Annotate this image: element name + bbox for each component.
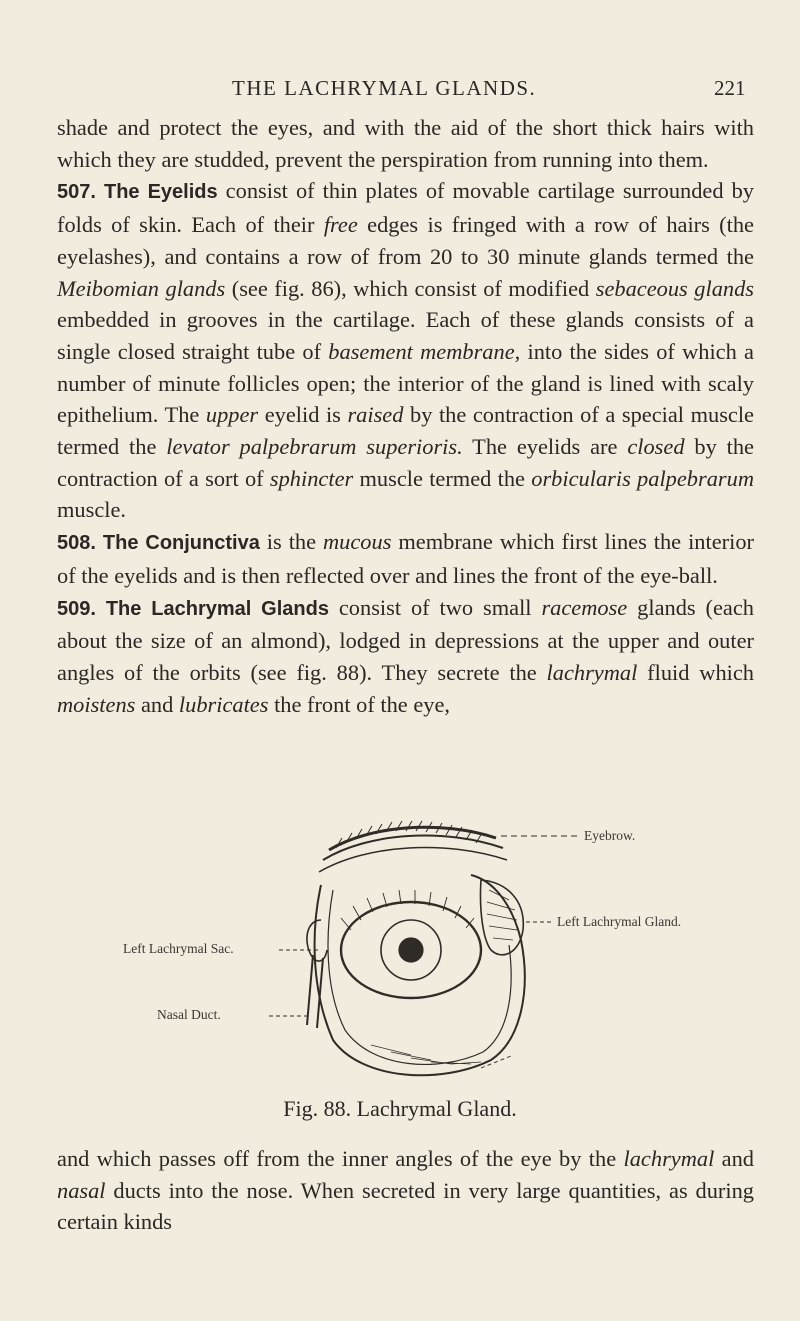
text-run: ducts into the nose. When secreted in very large quantities, as during certain kinds [57,1177,754,1235]
italic-run: levator palpebrarum superioris. [166,434,463,460]
section-number: 508. [57,532,96,555]
text-run: by the contraction of a special muscle termed the [57,402,754,460]
text-run: muscle. [57,497,127,523]
text-run: membrane which first lines the interior of the eyelids and is then reflected over and lines the front of the eye-ball. [57,529,754,588]
italic-run: nasal [57,1177,106,1203]
italic-run: closed [627,434,685,460]
text-run: glands (each about the size of an almond), lodged in depressions at the upper and outer angles of the orbits (see fig. 88). They secrete the [57,594,754,685]
italic-run: lachrymal [623,1146,715,1171]
text-run: edges is fringed with a row of hairs (the eyelashes), and contains a row of from 20 to 30 minute glands termed the [57,212,754,269]
text-run: (see fig. 86), which consist of modified [225,275,596,301]
text-run: consist of thin plates of movable cartilage surrounded by folds of skin. Each of their [57,178,754,238]
label-nasal-duct: Nasal Duct. [157,1007,221,1022]
page-number: 221 [714,76,746,100]
text-run: and [135,691,179,717]
text-run: is the [259,529,323,555]
text-run: by the contraction of a sort of [57,434,754,491]
paragraph-509 [57,592,754,721]
paragraph-508 [57,526,754,591]
figure-caption: Fig. 88. Lachrymal Gland. [283,1096,517,1121]
italic-run: moistens [57,691,136,717]
section-heading: The Lachrymal Glands [105,597,329,620]
text-run: fluid which [637,659,754,685]
running-title: THE LACHRYMAL GLANDS. [232,76,537,100]
section-heading: The Eyelids [104,181,218,204]
paragraph-continuation: shade and protect the eyes, and with the aid of the short thick hairs with which they are studded, prevent the perspiration from running into them. [57,115,754,172]
text-run: consist of two small [328,594,542,620]
italic-run: free [323,212,358,238]
main-text [57,112,754,720]
text-run: into the sides of which a number of minute follicles open; the interior of the gland is lined with scaly epithelium. The [57,338,754,428]
text-run: and which passes off from the inner angles of the eye by the [57,1146,624,1171]
italic-run: raised [347,402,404,428]
italic-run: Meibomian glands [57,275,226,301]
text-run: The eyelids are [462,434,628,460]
text-run: and [714,1146,754,1171]
italic-run: mucous [323,529,392,555]
paragraph-507 [57,175,754,526]
italic-run: upper [205,402,259,428]
lachrymal-gland-illustration [111,790,711,1090]
italic-run: lubricates [178,691,269,717]
section-number: 507. [57,181,96,204]
continuation-text [57,1143,754,1238]
italic-run: basement membrane, [328,338,521,364]
label-left-lachrymal-gland: Left Lachrymal Gland. [557,914,682,929]
text-run: eyelid is [258,402,348,428]
italic-run: racemose [541,594,628,620]
italic-run: sebaceous glands [595,275,754,301]
section-number: 509. [57,597,96,620]
italic-run: orbicularis palpebrarum [531,465,754,491]
label-left-lachrymal-sac: Left Lachrymal Sac. [123,941,234,956]
italic-run: sphincter [269,465,354,491]
text-run: the front of the eye, [268,691,451,717]
running-header [0,76,800,110]
italic-run: lachrymal [546,659,638,685]
section-heading: The Conjunctiva [102,532,260,555]
text-run: embedded in grooves in the cartilage. Each of these glands consists of a single closed straight tube of [57,307,754,364]
text-run: muscle termed the [353,465,532,491]
label-eyebrow: Eyebrow. [584,828,636,843]
